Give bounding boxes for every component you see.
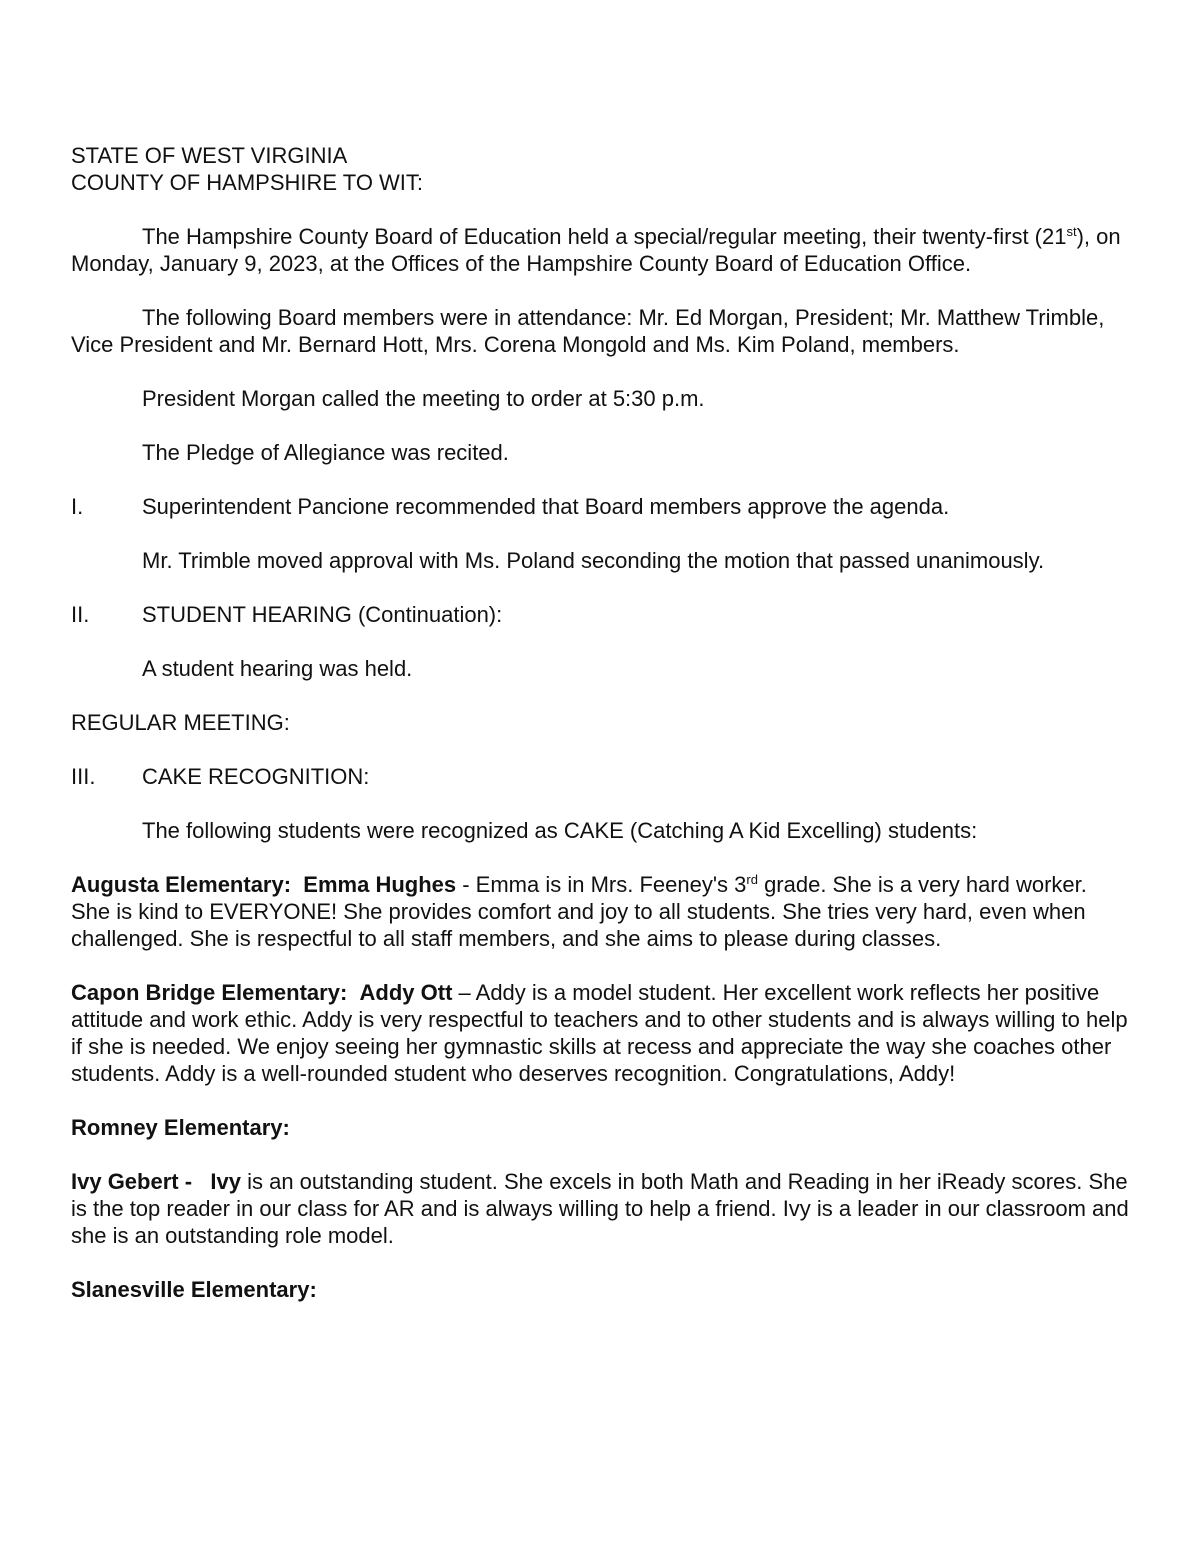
augusta-recognition: Augusta Elementary: Emma Hughes - Emma is in Mrs. Feeney's 3rd grade. She is a very hard worker. She is kind to EVERYONE! She provides comfort and joy to all students. She tries very hard, even when challenged. She is respectful to all staff members, and she aims to please during classes. <box>71 872 1087 951</box>
header-state: STATE OF WEST VIRGINIA <box>71 143 348 168</box>
regular-meeting-heading: REGULAR MEETING: <box>71 710 290 735</box>
call-to-order: President Morgan called the meeting to order at 5:30 p.m. <box>142 386 705 411</box>
student-name: Ivy Gebert - <box>71 1169 193 1194</box>
agenda-item-iii <box>71 763 1131 790</box>
romney-recognition: Ivy Gebert - Ivy is an outstanding student. She excels in both Math and Reading in her iReady scores. She is the top reader in our class for AR and is always willing to help a friend. Ivy is a leader in our classroom and she is an outstanding role model. <box>71 1169 1129 1248</box>
intro-meeting-paragraph: The Hampshire County Board of Education held a special/regular meeting, their twenty-first (21st), on Monday, January 9, 2023, at the Offices of the Hampshire County Board of Education Office. <box>71 224 1121 276</box>
item-number: III. <box>71 764 96 789</box>
agenda-item-i <box>71 493 1131 520</box>
school-name: Augusta Elementary: <box>71 872 292 897</box>
agenda-item-ii <box>71 601 1131 628</box>
slanesville-heading: Slanesville Elementary: <box>71 1277 317 1302</box>
pledge-paragraph: The Pledge of Allegiance was recited. <box>142 440 509 465</box>
cake-intro: The following students were recognized as CAKE (Catching A Kid Excelling) students: <box>142 818 978 843</box>
item-text: Superintendent Pancione recommended that Board members approve the agenda. <box>142 494 950 519</box>
student-name: Emma Hughes <box>303 872 457 897</box>
capon-bridge-recognition: Capon Bridge Elementary: Addy Ott – Addy is a model student. Her excellent work reflects her positive attitude and work ethic. Addy is very respectful to teachers and to other students and is always willing to help if she is needed. We enjoy seeing her gymnastic skills at recess and appreciate the way she coaches other students. Addy is a well-rounded student who deserves recognition. Congratulations, Addy! <box>71 980 1128 1086</box>
item-number: II. <box>71 602 90 627</box>
item-text: CAKE RECOGNITION: <box>142 764 370 789</box>
item-text: STUDENT HEARING (Continuation): <box>142 602 503 627</box>
student-name: Addy Ott <box>359 980 453 1005</box>
romney-heading: Romney Elementary: <box>71 1115 290 1140</box>
document-page <box>71 142 1131 1330</box>
attendance-paragraph: The following Board members were in attendance: Mr. Ed Morgan, President; Mr. Matthew Trimble, Vice President and Mr. Bernard Hott, Mrs. Corena Mongold and Ms. Kim Poland, members. <box>71 305 1105 357</box>
item-number: I. <box>71 494 84 519</box>
header-county: COUNTY OF HAMPSHIRE TO WIT: <box>71 170 424 195</box>
school-name: Capon Bridge Elementary: <box>71 980 348 1005</box>
student-hearing-note: A student hearing was held. <box>142 656 413 681</box>
agenda-motion: Mr. Trimble moved approval with Ms. Poland seconding the motion that passed unanimously. <box>142 548 1045 573</box>
